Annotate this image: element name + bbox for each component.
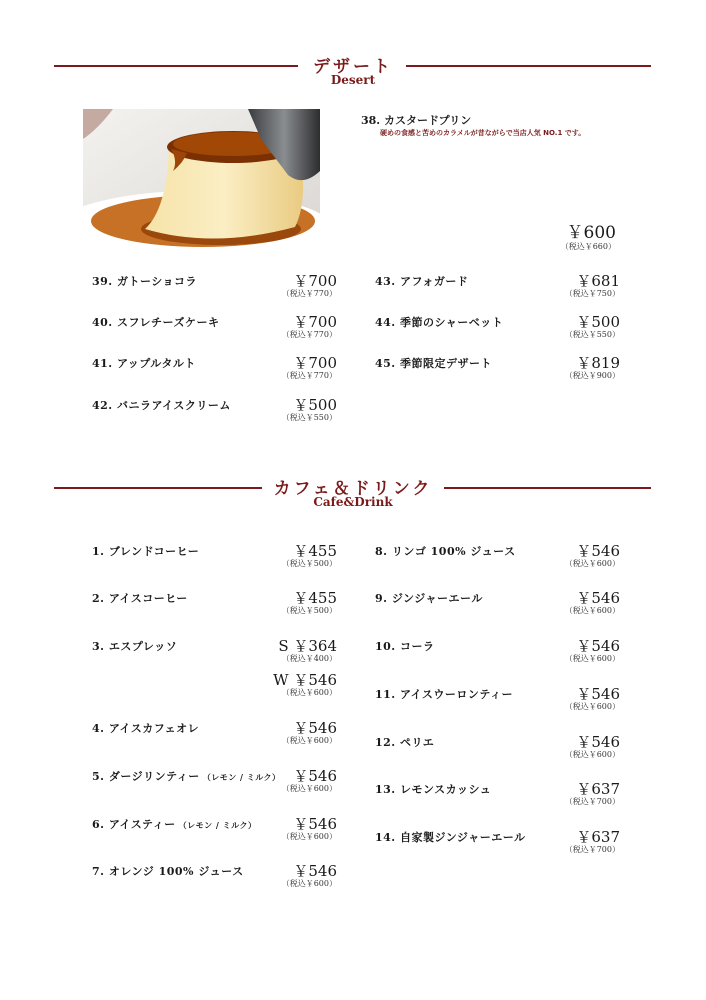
price-value: ￥500 — [293, 396, 337, 414]
featured-price-tax: （税込￥660） — [560, 242, 616, 251]
menu-item — [375, 273, 620, 309]
item-name: 2. アイスコーヒー — [92, 592, 188, 605]
price-tax: （税込￥500） — [281, 606, 337, 615]
menu-item — [375, 355, 620, 391]
price-tax: （税込￥600） — [564, 750, 620, 759]
drink-section-header — [0, 474, 706, 524]
item-price — [565, 686, 620, 712]
price-value: S ￥364 — [278, 637, 337, 655]
item-price — [282, 590, 337, 616]
price-tax: （税込￥770） — [281, 289, 337, 298]
item-price — [282, 355, 337, 381]
price-value: ￥500 — [576, 313, 620, 331]
price-value: ￥546 — [293, 767, 337, 785]
item-price — [282, 543, 337, 569]
item-name: 42. バニラアイスクリーム — [92, 399, 231, 412]
dessert-title-jp: デザート — [313, 57, 393, 77]
custard-pudding-photo — [83, 109, 320, 255]
menu-item — [375, 734, 620, 770]
menu-item — [375, 590, 620, 626]
item-name — [92, 768, 281, 784]
item-name-note: （レモン / ミルク） — [202, 772, 281, 782]
price-value: ￥700 — [293, 354, 337, 372]
item-name: 13. レモンスカッシュ — [375, 783, 492, 796]
price-value: W ￥546 — [273, 671, 337, 689]
item-name: 40. スフレチーズケーキ — [92, 316, 220, 329]
price-value: ￥700 — [293, 272, 337, 290]
menu-item — [92, 638, 337, 708]
item-name: 1. ブレンドコーヒー — [92, 545, 200, 558]
price-tax: （税込￥600） — [564, 559, 620, 568]
item-price — [282, 720, 337, 746]
menu-item — [92, 590, 337, 626]
featured-item-name: 38. カスタードプリン — [361, 114, 472, 127]
menu-item — [92, 816, 337, 852]
price-value: ￥455 — [293, 589, 337, 607]
item-name: 8. リンゴ 100% ジュース — [375, 545, 516, 558]
item-name: 39. ガトーショコラ — [92, 275, 198, 288]
item-name: 45. 季節限定デザート — [375, 357, 492, 370]
price-tax: （税込￥550） — [564, 330, 620, 339]
price-tax: （税込￥600） — [564, 606, 620, 615]
item-price — [565, 829, 620, 855]
price-tax: （税込￥400） — [281, 654, 337, 663]
price-tax: （税込￥600） — [281, 688, 337, 697]
item-name: 10. コーラ — [375, 640, 435, 653]
price-tax: （税込￥900） — [564, 371, 620, 380]
price-value: ￥546 — [576, 733, 620, 751]
drink-title-jp: カフェ＆ドリンク — [273, 479, 433, 499]
menu-item — [92, 314, 337, 350]
price-value: ￥700 — [293, 313, 337, 331]
drink-title-en: Cafe&Drink — [313, 495, 393, 509]
item-name: 41. アップルタルト — [92, 357, 196, 370]
item-name: 7. オレンジ 100% ジュース — [92, 865, 244, 878]
item-price-double — [273, 672, 337, 698]
price-value: ￥546 — [293, 719, 337, 737]
item-name: 11. アイスウーロンティー — [375, 688, 513, 701]
price-value: ￥455 — [293, 542, 337, 560]
menu-item — [92, 863, 337, 899]
menu-item — [92, 768, 337, 804]
item-name: 43. アフォガード — [375, 275, 469, 288]
price-tax: （税込￥700） — [564, 797, 620, 806]
price-value: ￥637 — [576, 828, 620, 846]
item-price — [565, 355, 620, 381]
menu-item — [375, 781, 620, 817]
price-value: ￥546 — [576, 542, 620, 560]
dessert-section-header — [0, 52, 706, 102]
price-value: ￥637 — [576, 780, 620, 798]
item-price — [282, 863, 337, 889]
price-tax: （税込￥600） — [564, 654, 620, 663]
price-value: ￥546 — [293, 862, 337, 880]
price-tax: （税込￥700） — [564, 845, 620, 854]
item-price — [282, 314, 337, 340]
item-name-text: 5. ダージリンティー — [92, 770, 200, 783]
featured-item-description: 硬めの食感と苦めのカラメルが昔ながらで当店人気 NO.1 です。 — [380, 129, 586, 137]
price-tax: （税込￥600） — [281, 879, 337, 888]
menu-item — [375, 638, 620, 674]
item-price — [565, 543, 620, 569]
price-tax: （税込￥550） — [281, 413, 337, 422]
menu-item — [92, 355, 337, 391]
price-tax: （税込￥600） — [564, 702, 620, 711]
item-name: 4. アイスカフェオレ — [92, 722, 200, 735]
menu-item — [375, 314, 620, 350]
item-name-text: 6. アイスティー — [92, 818, 176, 831]
item-price — [278, 638, 337, 664]
menu-item — [375, 829, 620, 865]
price-tax: （税込￥600） — [281, 784, 337, 793]
price-tax: （税込￥600） — [281, 832, 337, 841]
menu-item — [92, 543, 337, 579]
menu-item — [92, 273, 337, 309]
item-name — [92, 816, 256, 832]
dessert-title-en: Desert — [330, 73, 376, 87]
item-name: 9. ジンジャーエール — [375, 592, 483, 605]
price-value: ￥681 — [576, 272, 620, 290]
featured-price-value: ￥600 — [566, 223, 616, 243]
item-price — [282, 397, 337, 423]
item-name: 12. ペリエ — [375, 736, 435, 749]
item-price — [565, 590, 620, 616]
item-name: 14. 自家製ジンジャーエール — [375, 831, 526, 844]
price-value: ￥546 — [293, 815, 337, 833]
menu-item — [375, 686, 620, 722]
price-value: ￥546 — [576, 637, 620, 655]
menu-item — [92, 397, 337, 433]
price-value: ￥546 — [576, 685, 620, 703]
item-price — [565, 781, 620, 807]
price-tax: （税込￥500） — [281, 559, 337, 568]
featured-item-price — [561, 224, 616, 252]
price-tax: （税込￥750） — [564, 289, 620, 298]
price-tax: （税込￥600） — [281, 736, 337, 745]
item-name: 44. 季節のシャーベット — [375, 316, 504, 329]
menu-item — [375, 543, 620, 579]
item-name: 3. エスプレッソ — [92, 640, 178, 653]
item-price — [565, 734, 620, 760]
item-price — [565, 638, 620, 664]
price-tax: （税込￥770） — [281, 330, 337, 339]
item-price — [282, 768, 337, 794]
item-price — [282, 816, 337, 842]
price-value: ￥819 — [576, 354, 620, 372]
price-tax: （税込￥770） — [281, 371, 337, 380]
item-name-note: （レモン / ミルク） — [178, 820, 257, 830]
item-price — [282, 273, 337, 299]
price-value: ￥546 — [576, 589, 620, 607]
menu-item — [92, 720, 337, 756]
item-price — [565, 273, 620, 299]
item-price — [565, 314, 620, 340]
